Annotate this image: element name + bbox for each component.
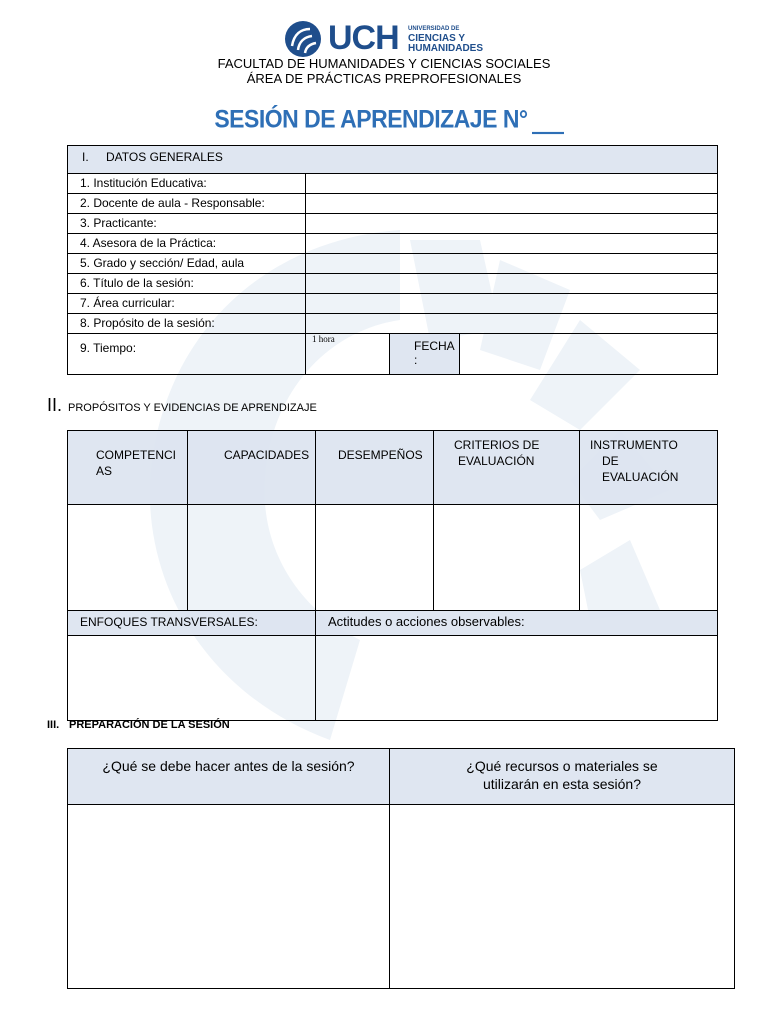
propositos-table	[67, 430, 718, 721]
uch-emblem-icon	[284, 20, 322, 58]
datos-generales-table	[67, 145, 718, 375]
area-heading: ÁREA DE PRÁCTICAS PREPROFESIONALES	[246, 71, 522, 86]
instrumento-field[interactable]	[580, 505, 718, 611]
uch-logo	[284, 18, 494, 58]
antes-field[interactable]	[68, 805, 390, 989]
section3-heading: III. PREPARACIÓN DE LA SESIÓN	[47, 719, 230, 731]
enfoques-field[interactable]	[68, 636, 316, 721]
recursos-field[interactable]	[390, 805, 735, 989]
enfoques-header: ENFOQUES TRANSVERSALES:	[68, 611, 316, 636]
table-row	[68, 805, 735, 989]
table-row	[68, 505, 718, 611]
row-label: 6. Título de la sesión:	[68, 274, 306, 294]
session-title: SESIÓN DE APRENDIZAJE N°	[0, 105, 768, 134]
instrumento-header: INSTRUMENTO DE EVALUACIÓN	[580, 431, 718, 505]
actitudes-field[interactable]	[316, 636, 718, 721]
institucion-field[interactable]	[306, 174, 718, 194]
table-row	[68, 214, 718, 234]
criterios-field[interactable]	[434, 505, 580, 611]
competencias-field[interactable]	[68, 505, 188, 611]
table-row	[68, 334, 718, 375]
grado-field[interactable]	[306, 254, 718, 274]
row-label: 1. Institución Educativa:	[68, 174, 306, 194]
row-label: 2. Docente de aula - Responsable:	[68, 194, 306, 214]
row-label: 8. Propósito de la sesión:	[68, 314, 306, 334]
capacidades-field[interactable]	[188, 505, 316, 611]
table-row	[68, 174, 718, 194]
table-row	[68, 194, 718, 214]
faculty-heading: FACULTAD DE HUMANIDADES Y CIENCIAS SOCIALES	[217, 56, 551, 71]
row-label: 7. Área curricular:	[68, 294, 306, 314]
capacidades-header: CAPACIDADES	[188, 431, 316, 505]
desempenos-header: DESEMPEÑOS	[316, 431, 434, 505]
logo-subtext: UNIVERSIDAD DE CIENCIAS Y HUMANIDADES	[408, 26, 483, 54]
criterios-header: CRITERIOS DE EVALUACIÓN	[434, 431, 580, 505]
actitudes-header: Actitudes o acciones observables:	[316, 611, 718, 636]
logo-wordmark: UCH	[328, 19, 399, 57]
section2-heading: II. PROPÓSITOS Y EVIDENCIAS DE APRENDIZAJE	[47, 395, 317, 415]
table-row	[68, 294, 718, 314]
table-row	[68, 254, 718, 274]
fecha-field[interactable]	[460, 334, 718, 375]
table-header-row	[68, 146, 718, 174]
row-label: 4. Asesora de la Práctica:	[68, 234, 306, 254]
section1-header: I. DATOS GENERALES	[68, 146, 718, 174]
preparacion-table	[67, 748, 735, 989]
table-header-row	[68, 749, 735, 805]
recursos-header: ¿Qué recursos o materiales se utilizarán en esta sesión?	[390, 749, 735, 805]
tiempo-field[interactable]: 1 hora	[306, 334, 390, 375]
table-row	[68, 274, 718, 294]
competencias-header: COMPETENCI AS	[68, 431, 188, 505]
table-header-row	[68, 431, 718, 505]
table-row	[68, 636, 718, 721]
practicante-field[interactable]	[306, 214, 718, 234]
titulo-field[interactable]	[306, 274, 718, 294]
proposito-field[interactable]	[306, 314, 718, 334]
table-row	[68, 314, 718, 334]
asesora-field[interactable]	[306, 234, 718, 254]
table-row	[68, 234, 718, 254]
fecha-label: FECHA :	[390, 334, 460, 375]
row-label: 3. Practicante:	[68, 214, 306, 234]
docente-field[interactable]	[306, 194, 718, 214]
antes-header: ¿Qué se debe hacer antes de la sesión?	[68, 749, 390, 805]
table-header-row	[68, 611, 718, 636]
area-curricular-field[interactable]	[306, 294, 718, 314]
row-label: 5. Grado y sección/ Edad, aula	[68, 254, 306, 274]
session-number-blank[interactable]	[532, 110, 564, 134]
row-label: 9. Tiempo:	[68, 334, 306, 375]
desempenos-field[interactable]	[316, 505, 434, 611]
